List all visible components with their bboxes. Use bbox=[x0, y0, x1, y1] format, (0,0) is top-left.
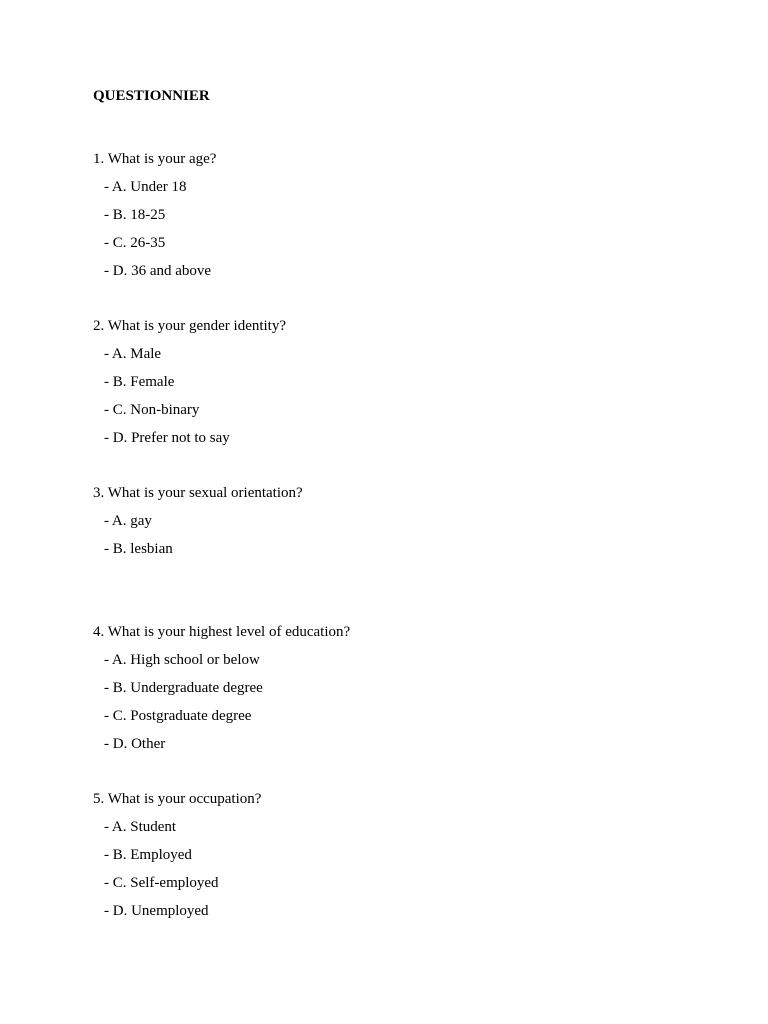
option-item: - B. Undergraduate degree bbox=[104, 680, 263, 696]
option-list bbox=[93, 651, 713, 753]
question-text: 3. What is your sexual orientation? bbox=[93, 485, 303, 501]
question-text: 1. What is your age? bbox=[93, 151, 217, 167]
option-item: - B. lesbian bbox=[104, 541, 173, 557]
question-text: 4. What is your highest level of education? bbox=[93, 624, 351, 640]
option-item: - A. gay bbox=[104, 513, 152, 529]
option-list bbox=[93, 512, 713, 558]
question-text: 2. What is your gender identity? bbox=[93, 318, 287, 334]
question-education bbox=[93, 623, 713, 763]
option-list bbox=[93, 178, 713, 280]
option-item: - C. 26-35 bbox=[104, 235, 166, 251]
option-item: - C. Postgraduate degree bbox=[104, 708, 252, 724]
option-item: - D. Prefer not to say bbox=[104, 430, 230, 446]
option-item: - D. Unemployed bbox=[104, 903, 209, 919]
option-item: - A. Male bbox=[104, 346, 162, 362]
question-occupation bbox=[93, 790, 713, 930]
option-item: - C. Self-employed bbox=[104, 875, 219, 891]
option-item: - B. 18-25 bbox=[104, 207, 166, 223]
option-item: - C. Non-binary bbox=[104, 402, 200, 418]
question-gender-identity bbox=[93, 317, 713, 457]
option-item: - D. Other bbox=[104, 736, 166, 752]
question-age bbox=[93, 150, 713, 290]
option-item: - B. Female bbox=[104, 374, 175, 390]
document-title: QUESTIONNIER bbox=[93, 88, 210, 104]
option-item: - A. High school or below bbox=[104, 652, 260, 668]
option-item: - A. Student bbox=[104, 819, 177, 835]
option-item: - B. Employed bbox=[104, 847, 192, 863]
option-item: - A. Under 18 bbox=[104, 179, 187, 195]
option-item: - D. 36 and above bbox=[104, 263, 212, 279]
option-list bbox=[93, 818, 713, 920]
option-list bbox=[93, 345, 713, 447]
question-sexual-orientation bbox=[93, 484, 713, 568]
question-text: 5. What is your occupation? bbox=[93, 791, 262, 807]
